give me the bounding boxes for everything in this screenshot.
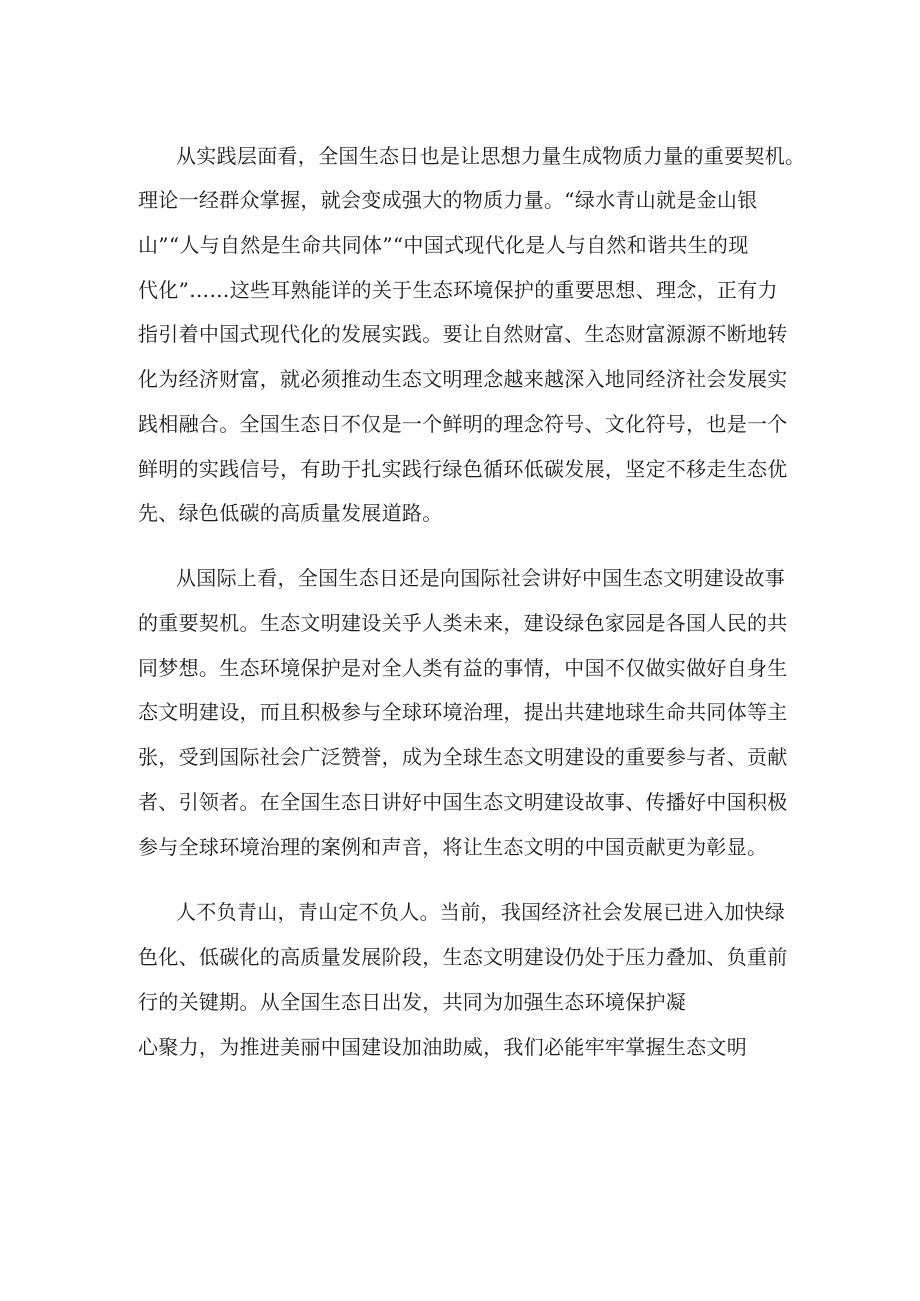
paragraph-line: 的重要契机。生态文明建设关乎人类未来，建设绿色家园是各国人民的共 <box>138 611 788 635</box>
paragraph-line: 代化”……这些耳熟能详的关于生态环境保护的重要思想、理念，正有力 <box>138 278 778 302</box>
paragraph-line: 行的关键期。从全国生态日出发，共同为加强生态环境保护凝 <box>138 990 687 1014</box>
paragraph-line: 理论一经群众掌握，就会变成强大的物质力量。“绿水青山就是金山银 <box>138 188 758 212</box>
paragraph-line: 参与全球环境治理的案例和声音，将让生态文明的中国贡献更为彰显。 <box>138 835 768 859</box>
paragraph-line: 者、引领者。在全国生态日讲好中国生态文明建设故事、传播好中国积极 <box>138 790 788 814</box>
paragraph-line: 同梦想。生态环境保护是对全人类有益的事情，中国不仅做实做好自身生 <box>138 656 788 680</box>
paragraph-line: 心聚力，为推进美丽中国建设加油助威，我们必能牢牢掌握生态文明 <box>138 1035 747 1059</box>
paragraph-line: 践相融合。全国生态日不仅是一个鲜明的理念符号、文化符号，也是一个 <box>138 412 788 436</box>
paragraph-line: 先、绿色低碳的高质量发展道路。 <box>138 501 443 525</box>
paragraph-line: 山”“人与自然是生命共同体”“中国式现代化是人与自然和谐共生的现 <box>138 233 749 257</box>
paragraph-line: 色化、低碳化的高质量发展阶段，生态文明建设仍处于压力叠加、负重前 <box>138 945 788 969</box>
paragraph-line: 态文明建设，而且积极参与全球环境治理，提出共建地球生命共同体等主 <box>138 700 788 724</box>
paragraph-line: 从实践层面看，全国生态日也是让思想力量生成物质力量的重要契机。 <box>176 144 806 168</box>
paragraph-line: 张，受到国际社会广泛赞誉，成为全球生态文明建设的重要参与者、贡献 <box>138 745 788 769</box>
paragraph-line: 人不负青山，青山定不负人。当前，我国经济社会发展已进入加快绿 <box>176 900 785 924</box>
paragraph-line: 鲜明的实践信号，有助于扎实践行绿色循环低碳发展，坚定不移走生态优 <box>138 457 788 481</box>
paragraph-line: 从国际上看，全国生态日还是向国际社会讲好中国生态文明建设故事 <box>176 566 785 590</box>
paragraph-line: 化为经济财富，就必须推动生态文明理念越来越深入地同经济社会发展实 <box>138 367 788 391</box>
paragraph-line: 指引着中国式现代化的发展实践。要让自然财富、生态财富源源不断地转 <box>138 322 788 346</box>
